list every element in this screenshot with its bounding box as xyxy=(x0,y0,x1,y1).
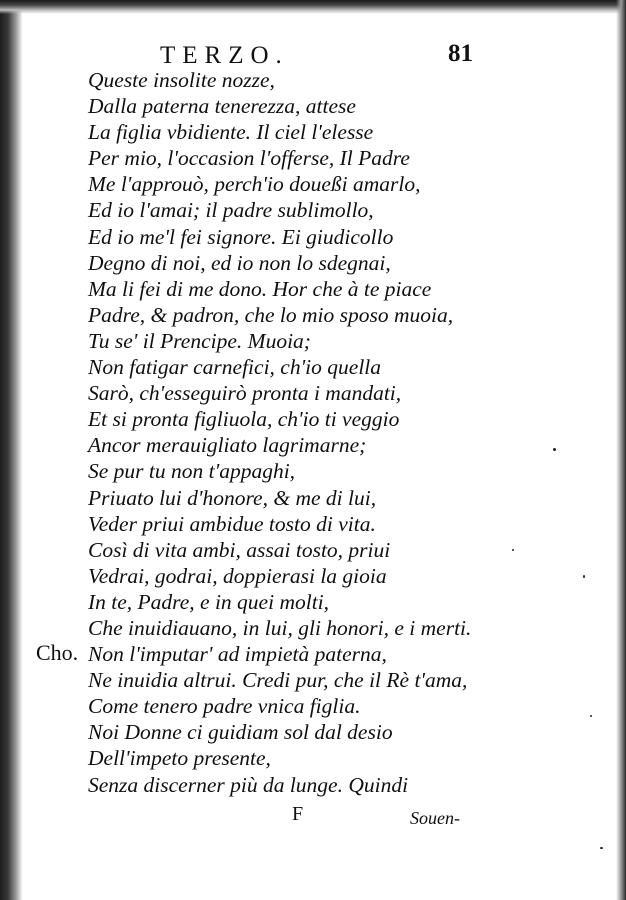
verse-line: Queste insolite nozze, xyxy=(88,68,275,92)
ink-speck xyxy=(600,847,603,849)
ink-speck xyxy=(583,575,585,578)
page-number: 81 xyxy=(448,40,473,67)
verse-line: Se pur tu non t'appaghi, xyxy=(88,459,296,484)
verse-line: Come tenero padre vnica figlia. xyxy=(88,694,361,719)
verse-line: Sarò, ch'esseguirò pronta i mandati, xyxy=(88,381,402,406)
scan-shadow-left xyxy=(0,0,22,900)
verse-line: Veder priui ambidue tosto di vita. xyxy=(88,511,376,536)
verse-line: La figlia vbidiente. Il ciel l'elesse xyxy=(88,120,374,145)
verse-line: Degno di noi, ed io non lo sdegnai, xyxy=(88,250,391,275)
verse-line: Così di vita ambi, assai tosto, priui xyxy=(88,537,391,562)
verse-line: Per mio, l'occasion l'offerse, Il Padre xyxy=(88,146,410,171)
verse-list xyxy=(88,67,471,798)
verse-line: Non fatigar carnefici, ch'io quella xyxy=(88,355,382,380)
ink-speck xyxy=(512,549,514,551)
verse-line: Priuato lui d'honore, & me di lui, xyxy=(88,485,377,510)
verse-line: Non l'imputar' ad impietà paterna, xyxy=(88,642,387,667)
scan-shadow-top xyxy=(0,0,626,14)
verse-line: Dalla paterna tenerezza, attese xyxy=(88,94,356,119)
verse-line: Che inuidiauano, in lui, gli honori, e i merti. xyxy=(88,615,472,640)
verse-line: Padre, & padron, che lo mio sposo muoia, xyxy=(88,302,454,327)
ink-speck xyxy=(590,715,592,717)
verse-line: Dell'impeto presente, xyxy=(88,746,271,771)
verse-line: Noi Donne ci guidiam sol dal desio xyxy=(88,720,393,745)
verse-line: In te, Padre, e in quei molti, xyxy=(88,589,330,614)
verse-line: Ma li fei di me dono. Hor che à te piace xyxy=(88,276,432,301)
signature-mark: F xyxy=(292,803,304,825)
verse-line: Tu se' il Prencipe. Muoia; xyxy=(88,328,311,353)
catchword: Souen- xyxy=(410,808,460,828)
verse-line: Ed io l'amai; il padre sublimollo, xyxy=(88,198,374,223)
verse-line: Vedrai, godrai, doppierasi la gioia xyxy=(88,563,387,588)
verse-line: Ed io me'l fei signore. Ei giudicollo xyxy=(88,224,394,249)
scan-shadow-right xyxy=(616,0,626,900)
verse-line: Me l'approuò, perch'io doueßi amarlo, xyxy=(88,172,421,197)
speaker-label: Cho. xyxy=(36,640,79,665)
verse-line: Ancor merauigliato lagrimarne; xyxy=(88,433,367,458)
verse-line: Ne inuidia altrui. Credi pur, che il Rè t'ama, xyxy=(88,668,468,693)
ink-speck xyxy=(553,448,556,451)
verse-line: Et si pronta figliuola, ch'io ti veggio xyxy=(88,407,400,432)
running-head: TERZO. xyxy=(160,42,289,69)
verse-line: Senza discerner più da lunge. Quindi xyxy=(88,772,409,797)
